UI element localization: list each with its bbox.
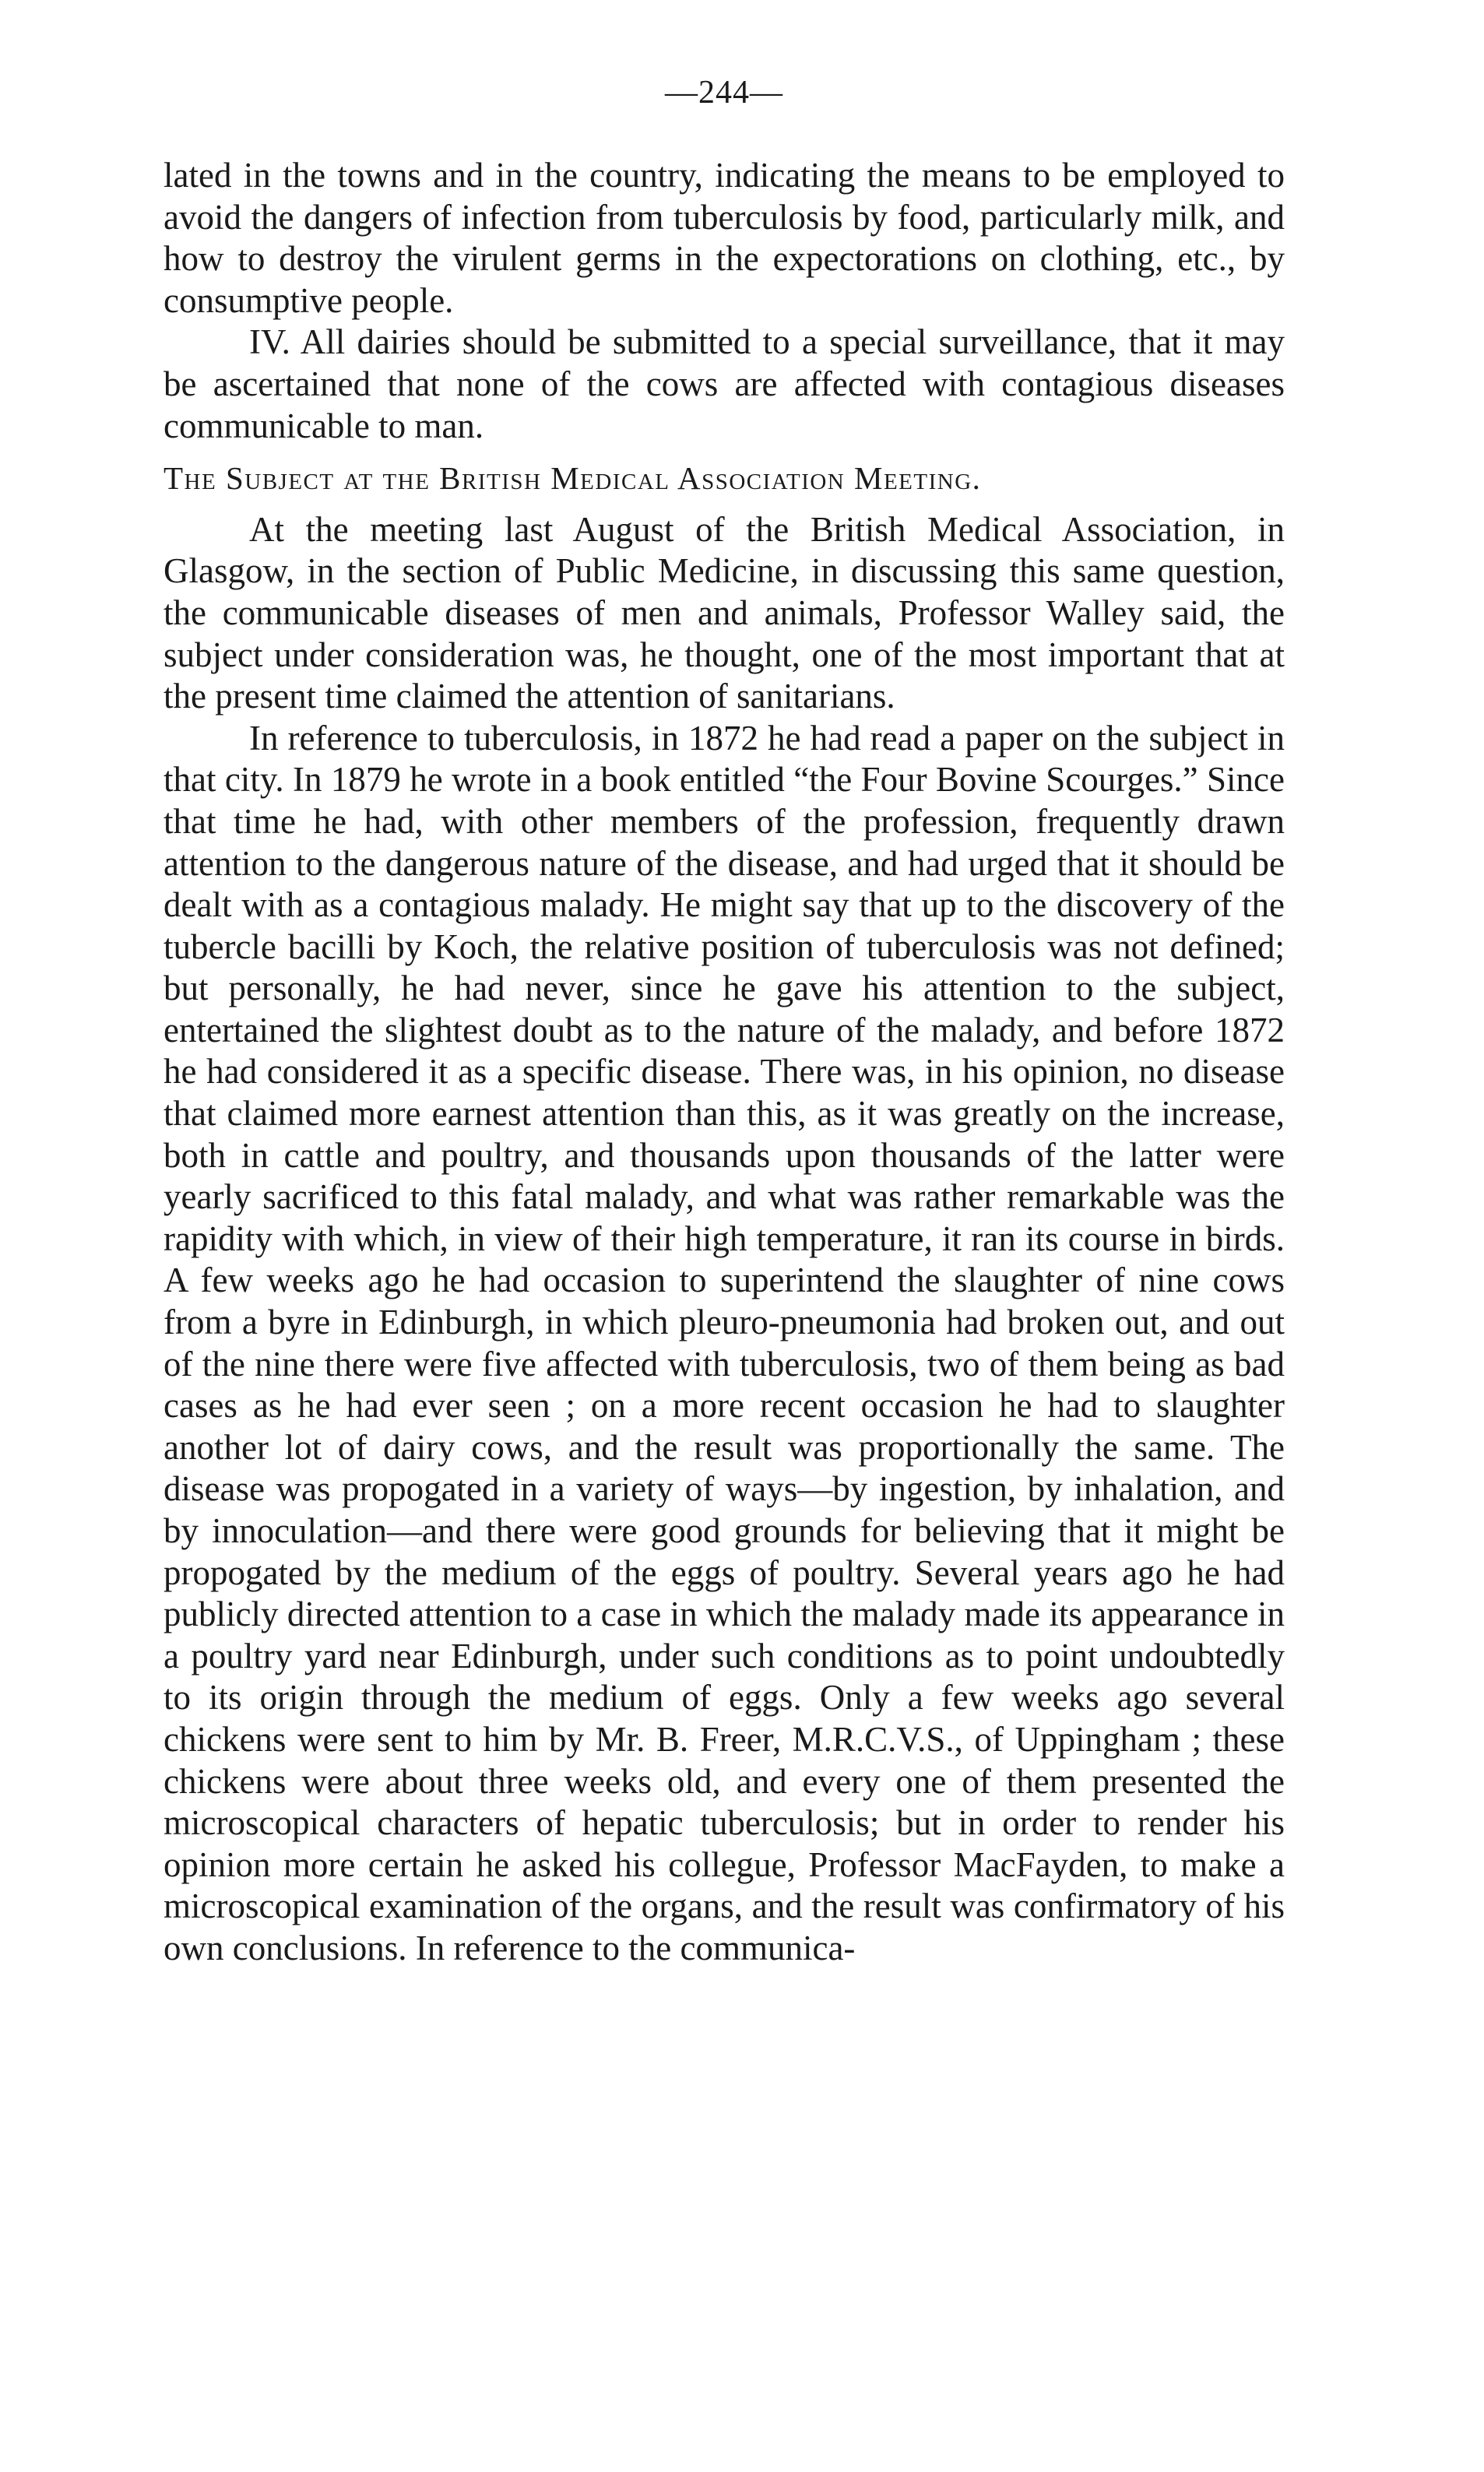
- section-heading: The Subject at the British Medical Association Meeting.: [164, 460, 982, 497]
- paragraph-dairies: IV. All dairies should be submitted to a special surveillance, that it may be ascertained that none of the cows are affected with contagious diseases communicable to man.: [164, 322, 1285, 445]
- paragraph-continuation: lated in the towns and in the country, indicating the means to be employed to avoid the dangers of infection from tuberculosis by food, particularly milk, and how to destroy the virulent germs in the expectorations on clothing, etc., by consumptive people.: [164, 156, 1285, 320]
- document-page: [164, 74, 1285, 1970]
- paragraph-tuberculosis: In reference to tuberculosis, in 1872 he had read a paper on the subject in that city. In 1879 he wrote in a book entitled “the Four Bovine Scourges.” Since that time he had, with other members of the profession, frequently drawn attention to the dangerous nature of the disease, and had urged that it should be dealt with as a contagious malady. He might say that up to the discovery of the tubercle bacilli by Koch, the relative position of tuberculosis was not defined; but personally, he had never, since he gave his attention to the subject, entertained the slightest doubt as to the nature of the malady, and before 1872 he had considered it as a specific disease. There was, in his opinion, no disease that claimed more earnest attention than this, as it was greatly on the increase, both in cattle and poultry, and thousands upon thousands of the latter were yearly sacrificed to this fatal malady, and what was rather remarkable was the rapidity with which, in view of their high temperature, it ran its course in birds. A few weeks ago he had occasion to superintend the slaughter of nine cows from a byre in Edinburgh, in which pleuro-pneumonia had broken out, and out of the nine there were five affected with tuberculosis, two of them being as bad cases as he had ever seen ; on a more recent occasion he had to slaughter another lot of dairy cows, and the result was proportionally the same. The disease was propogated in a variety of ways—by ingestion, by inhalation, and by innoculation—and there were good grounds for believing that it might be propogated by the medium of the eggs of poultry. Several years ago he had publicly directed attention to a case in which the malady made its appearance in a poultry yard near Edinburgh, under such conditions as to point undoubtedly to its origin through the medium of eggs. Only a few weeks ago several chickens were sent to him by Mr. B. Freer, M.R.C.V.S., of Uppingham ; these chickens were about three weeks old, and every one of them presented the microscopical characters of hepatic tuberculosis; but in order to render his opinion more certain he asked his collegue, Professor MacFayden, to make a microscopical examination of the organs, and the result was confirmatory of his own conclusions. In reference to the communica-: [164, 718, 1285, 1967]
- page-number: —244—: [665, 75, 783, 111]
- paragraph-meeting: At the meeting last August of the British Medical Association, in Glasgow, in the section of Public Medicine, in discussing this same question, the communicable diseases of men and animals, Professor Walley said, the subject under consideration was, he thought, one of the most important that at the present time claimed the attention of sanitarians.: [164, 509, 1285, 716]
